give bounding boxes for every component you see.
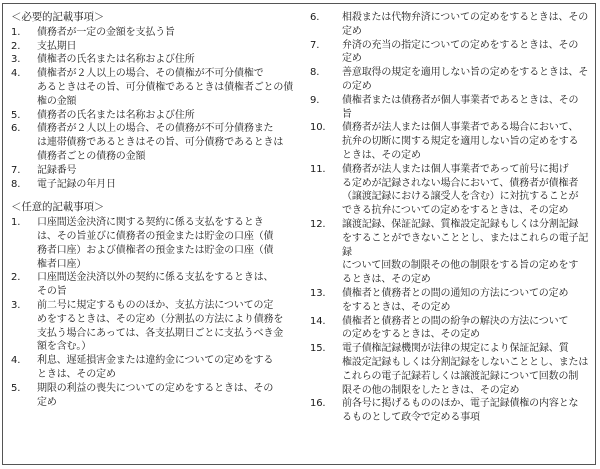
item-number: 3. — [11, 54, 21, 66]
required-items-list — [11, 26, 299, 192]
list-item — [11, 67, 299, 108]
list-item — [310, 11, 595, 39]
item-number: 7. — [310, 39, 320, 51]
item-number: 6. — [310, 12, 320, 23]
item-number: 16. — [310, 398, 326, 410]
item-text: 債権者の氏名または名称および住所 — [37, 54, 195, 66]
item-text: 支払期日 — [37, 40, 77, 52]
item-number: 8. — [310, 67, 320, 79]
list-item — [310, 342, 595, 397]
item-text: 債務者が一定の金額を支払う旨 — [37, 26, 175, 38]
list-item — [310, 218, 595, 287]
item-text: 債務者が法人または個人事業者であって前号に掲げ る定めが記録されない場合において、債務者が債権者 （譲渡記録における譲受人を含む）に対抗することが できる抗弁についての定めをするときは、その定め — [342, 163, 579, 217]
item-number: 14. — [310, 315, 326, 327]
item-text: 期限の利益の喪失についての定めをするときは、その 定め — [37, 382, 274, 408]
list-item — [310, 66, 595, 94]
left-column — [11, 11, 299, 409]
list-item — [11, 164, 299, 178]
item-text: 債務者が法人または個人事業者である場合において、 抗弁の切断に関する規定を適用しない旨の定めをする ときは、その定め — [342, 122, 579, 161]
list-item — [310, 287, 595, 315]
item-text: 口座間送金決済以外の契約に係る支払をするときは、 その旨 — [37, 272, 274, 298]
item-text: 債権者が２人以上の場合、その債権が不可分債権で あるときはその旨、可分債権であるときは債権者ごとの債 権の金額 — [37, 68, 294, 107]
item-text: 債務者の氏名または名称および住所 — [37, 109, 195, 121]
list-item — [11, 122, 299, 163]
list-item — [11, 354, 299, 382]
item-number: 2. — [11, 40, 21, 52]
right-column — [310, 11, 595, 425]
item-text: 前各号に掲げるもののほか、電子記録債権の内容とな るものとして政令で定める事項 — [342, 398, 579, 424]
item-text: 利息、遅延損害金または違約金についての定めをする ときは、その定め — [37, 355, 274, 380]
list-item — [11, 299, 299, 354]
content-frame — [2, 3, 596, 465]
item-number: 7. — [11, 164, 21, 176]
item-text: 債権者と債務者との間の紛争の解決の方法について の定めをするときは、その定め — [342, 315, 569, 341]
list-item — [11, 53, 299, 67]
item-text: 前二号に規定するもののほか、支払方法についての定 めをするときは、その定め（分割払の方法により債務を 支払う場合にあっては、各支払期日ごとに支払うべき金 額を含む。） — [37, 299, 284, 353]
list-item — [11, 382, 299, 410]
item-text: 債務者が２人以上の場合、その債務が不可分債務また は連帯債務であるときはその旨、可分債務であるときは 債務者ごとの債務の金額 — [37, 123, 284, 162]
item-text: 電子記録の年月日 — [37, 178, 116, 190]
list-item — [11, 109, 299, 123]
item-number: 5. — [11, 382, 21, 394]
item-number: 6. — [11, 123, 21, 135]
optional-items-list — [11, 216, 299, 409]
list-item — [310, 397, 595, 425]
item-text: 相殺または代物弁済についての定めをするときは、その 定め — [342, 12, 589, 37]
list-item — [11, 178, 299, 192]
list-item — [11, 26, 299, 40]
list-item — [11, 40, 299, 54]
item-number: 4. — [11, 355, 21, 367]
item-text: 口座間送金決済に関する契約に係る支払をするとき は、その旨並びに債務者の預金または貯金の口座（債 務者口座）および債権者の預金または貯金の口座（債 権者口座） — [37, 217, 274, 270]
item-number: 9. — [310, 94, 320, 106]
item-number: 15. — [310, 343, 326, 355]
list-item — [11, 271, 299, 299]
item-text: 弁済の充当の指定についての定めをするときは、その 定め — [342, 39, 579, 65]
list-item — [310, 121, 595, 162]
optional-items-heading: ＜任意的記載事項＞ — [11, 201, 105, 214]
item-number: 2. — [11, 272, 21, 284]
item-text: 債権者または債務者が個人事業者であるときは、その 旨 — [342, 94, 579, 120]
item-number: 4. — [11, 68, 21, 80]
required-items-heading: ＜必要的記載事項＞ — [11, 11, 105, 23]
list-item — [310, 39, 595, 67]
item-number: 11. — [310, 163, 326, 175]
item-text: 債権者と債務者との間の通知の方法についての定め をするときは、その定め — [342, 287, 569, 313]
item-number: 1. — [11, 217, 21, 229]
item-number: 13. — [310, 287, 326, 299]
item-text: 記録番号 — [37, 164, 77, 176]
item-text: 善意取得の規定を適用しない旨の定めをするときは、そ の定め — [342, 67, 589, 92]
item-number: 1. — [11, 26, 21, 38]
item-number: 8. — [11, 178, 21, 190]
list-item — [11, 216, 299, 271]
item-number: 12. — [310, 218, 326, 230]
list-item — [310, 315, 595, 343]
item-number: 5. — [11, 109, 21, 121]
optional-items-list-continued — [310, 11, 595, 425]
item-text: 譲渡記録、保証記録、質権設定記録もしくは分割記録 をすることができないこととし、またはこれらの電子記録 について回数の制限その他の制限をする旨の定めをす るときは、その定め — [342, 218, 589, 286]
list-item — [310, 163, 595, 218]
list-item — [310, 94, 595, 122]
item-text: 電子債権記録機関が法律の規定により保証記録、質 権設定記録もしくは分割記録をしないこととし、または これらの電子記録若しくは譲渡記録について回数の制 限その他の制限をしたときは、その定め — [342, 343, 589, 396]
item-number: 10. — [310, 122, 326, 134]
item-number: 3. — [11, 299, 21, 311]
